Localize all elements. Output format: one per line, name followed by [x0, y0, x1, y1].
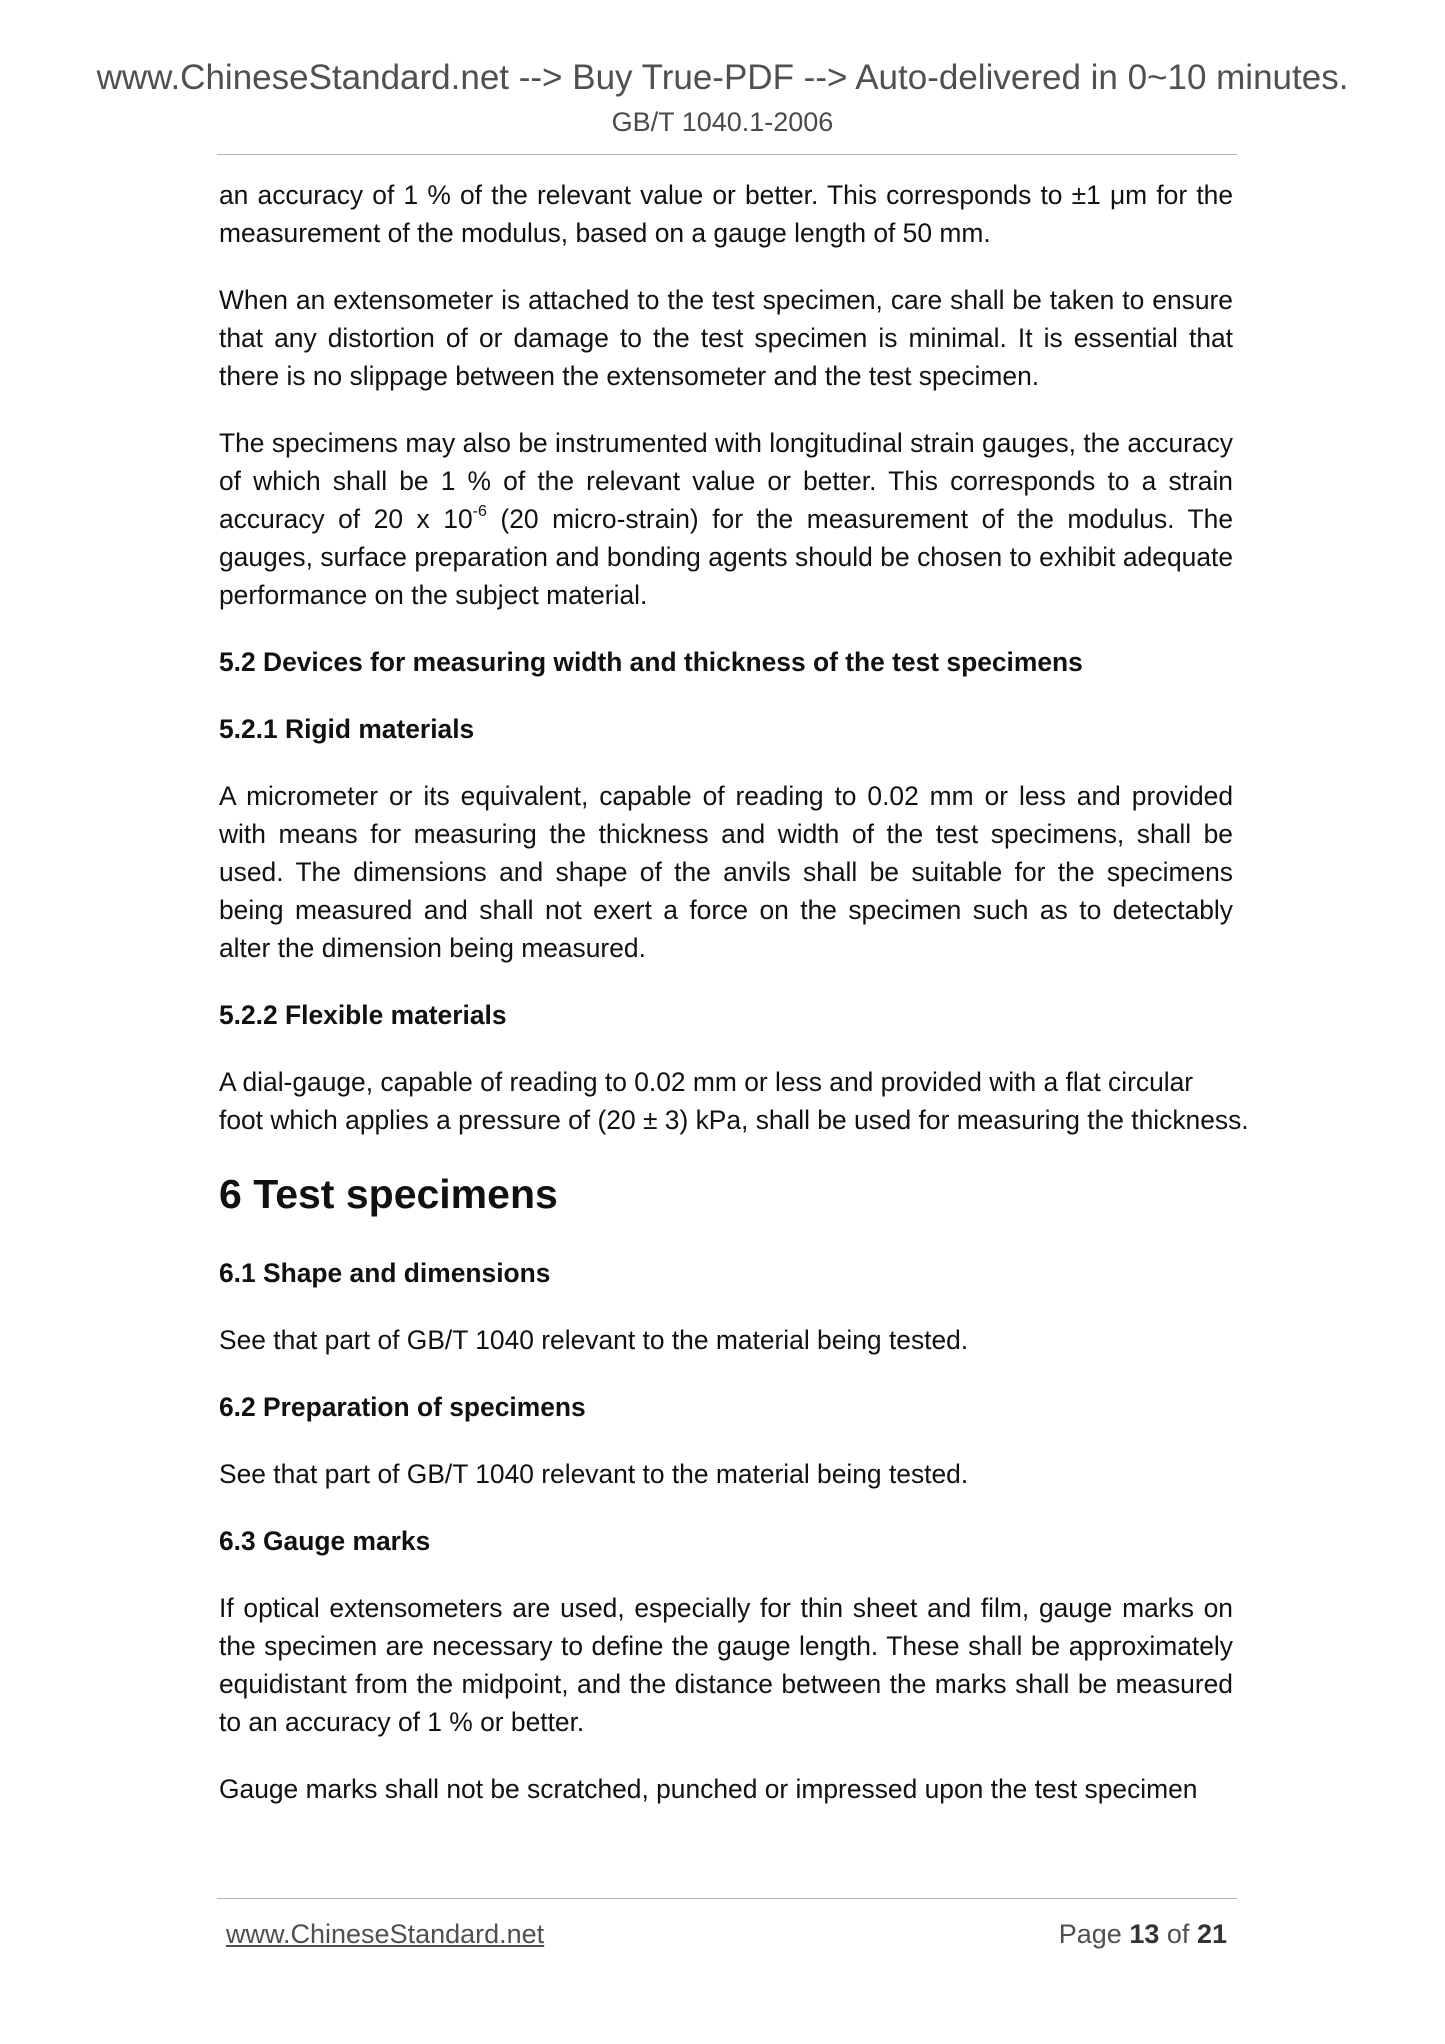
paragraph-accuracy: an accuracy of 1 % of the relevant value or better. This corresponds to ±1 μm for the measurement of the modulus, based on a gauge length of 50 mm.	[219, 180, 1233, 248]
top-banner[interactable]: www.ChineseStandard.net --> Buy True-PDF --> Auto-delivered in 0~10 minutes.	[96, 58, 1349, 97]
strain-gauges-text-start: The specimens may also be instrumented with longitudinal strain gauges, the accuracy of which shall be 1 % of the relevant value or better. This corresponds to a strain accuracy of 20 x 10	[219, 428, 1233, 534]
paragraph-extensometer: When an extensometer is attached to the test specimen, care shall be taken to ensure that any distortion of or damage to the test specimen is minimal. It is essential that there is no slippage between the extensometer and the test specimen.	[219, 285, 1233, 391]
page-content	[219, 176, 1249, 1837]
exponent: -6	[472, 503, 487, 521]
page-word: Page	[1058, 1919, 1122, 1949]
paragraph-dial-gauge	[219, 1063, 1249, 1139]
footer-site-link[interactable]: www.ChineseStandard.net	[226, 1919, 545, 1949]
page-number	[1059, 1916, 1227, 1952]
heading-6-3: 6.3 Gauge marks	[219, 1526, 431, 1556]
heading-6: 6 Test specimens	[219, 1171, 558, 1217]
dial-gauge-line-2: foot which applies a pressure of (20 ± 3) kPa, shall be used for measuring the thickness.	[219, 1105, 1249, 1135]
paragraph-strain-gauges	[219, 424, 1233, 614]
paragraph-shape: See that part of GB/T 1040 relevant to the material being tested.	[219, 1325, 969, 1355]
document-code: GB/T 1040.1-2006	[611, 107, 834, 137]
heading-5-2: 5.2 Devices for measuring width and thickness of the test specimens	[219, 647, 1083, 677]
heading-5-2-1: 5.2.1 Rigid materials	[219, 714, 475, 744]
heading-6-1: 6.1 Shape and dimensions	[219, 1258, 551, 1288]
paragraph-gauge-marks: If optical extensometers are used, especially for thin sheet and film, gauge marks on the specimen are necessary to define the gauge length. These shall be approximately equidistant from the midpoint, and the distance between the marks shall be measured to an accuracy of 1 % or better.	[219, 1593, 1233, 1737]
paragraph-gauge-marks-continued: Gauge marks shall not be scratched, punched or impressed upon the test specimen	[219, 1774, 1198, 1804]
strain-gauges-text-end: (20 micro-strain) for the measurement of the modulus. The gauges, surface preparation and bonding agents should be chosen to exhibit adequate performance on the subject material.	[219, 504, 1234, 610]
page-total: 21	[1196, 1919, 1227, 1949]
header-divider	[217, 154, 1237, 155]
page-current: 13	[1129, 1919, 1160, 1949]
heading-6-2: 6.2 Preparation of specimens	[219, 1392, 586, 1422]
heading-5-2-2: 5.2.2 Flexible materials	[219, 1000, 507, 1030]
footer-divider	[217, 1898, 1237, 1899]
paragraph-micrometer: A micrometer or its equivalent, capable of reading to 0.02 mm or less and provided with means for measuring the thickness and width of the test specimens, shall be used. The dimensions and shape of the anvils shall be suitable for the specimens being measured and shall not exert a force on the specimen such as to detectably alter the dimension being measured.	[219, 781, 1233, 963]
paragraph-preparation: See that part of GB/T 1040 relevant to the material being tested.	[219, 1459, 969, 1489]
page-of: of	[1166, 1919, 1190, 1949]
dial-gauge-line-1: A dial-gauge, capable of reading to 0.02 mm or less and provided with a flat circular	[219, 1067, 1194, 1097]
